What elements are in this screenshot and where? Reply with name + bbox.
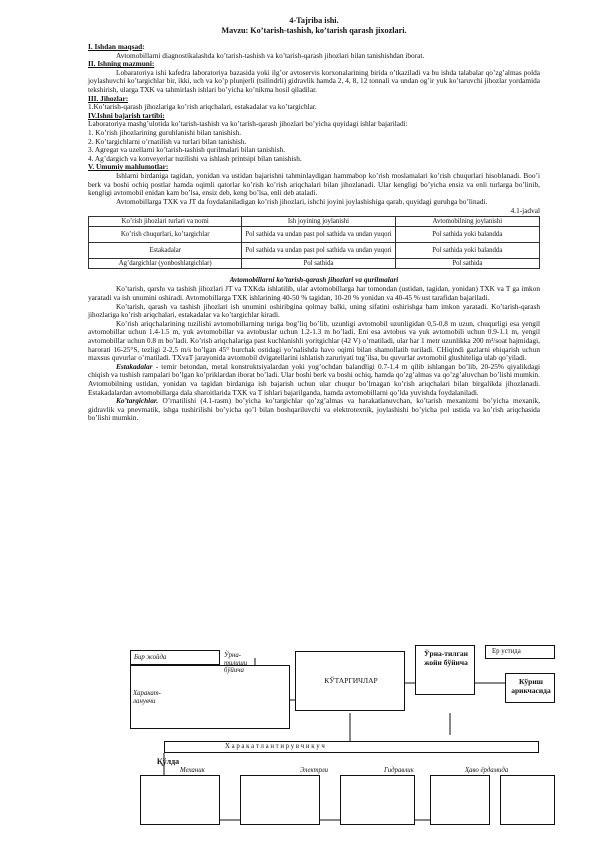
ground-box (485, 645, 555, 659)
section-2-heading: II. Ishning mazmuni: (88, 59, 155, 69)
table-cell: Pol sathida (395, 258, 539, 268)
equipment-table (88, 216, 540, 269)
table-caption: 4.1-jadval (510, 206, 540, 216)
section-3-text: 1.Ko’tarish-qarash jihozlariga ko’rish ariqchalari, estakadalar va ko’targichlar. (88, 102, 317, 112)
table-row (89, 242, 540, 258)
table-cell: Pol sathida yoki balandda (395, 242, 539, 258)
section-4-item: 2. Ko’targichlarni o’rnatilish va turlari bilan tanishish. (88, 136, 247, 146)
lift-term: Ko’targichlar. (116, 396, 159, 406)
installation-label: Ўрна-тилиши бўйича (224, 652, 248, 675)
lifts-title: КЎТАРГИЧЛАР (324, 676, 378, 685)
drive-force-box (164, 741, 539, 753)
table-header-cell: Ko’rish jihozlari turlari va nomi (89, 216, 242, 226)
section-5-heading: V. Umumiy mahlumotlar: (88, 162, 169, 172)
table-cell: Pol sathida va undan past pol sathida va undan yuqori (242, 226, 395, 242)
document-page: 4-Tajriba ishi. Mavzu: Ko’tarish-tashish, ko’tarish qarash jixozlari. I. Ishdan maqsad: Avtomobillarni diagnostikalashda ko’tarish-tashish va ko’tarish-qarash jihozlari bilan tanishishdan iborat. II. Ishning mazmuni: Lobaratoriya ishi kafedra laboratoriya bazasida yoki ilg’or avtoservis korxonalarining birida o’tkaziladi va bu ishda talabalar qo’zg’almas polda joylashuvchi ko’targichlar bir, ikki, uch va ko’p plunjerli (tsilindrli) gidravlik hamda 2, 4, 8, 12 tonnali va undan og’ir yuk ko’taruvchi jihozlar yordamida tekshirish, ularga TXK va tahmirlash ishlari bo’yicha ko’nikma hosil qiladilar. III. Jihozlar: 1.Ko’tarish-qarash jihozlariga ko’rish ariqchalari, estakadalar va ko’targichlar. IV.Ishni bajarish tartibi: Laboratoriya mashg’ulotida ko’tarish-tashish va ko’tarish-qarash jihozlari bo’yicha quyidagi ishlar bajariladi: 1. Ko’rish jihozlarining guruhlanishi bilan tanishish. 2. Ko’targichlarni o’rnatilish va turlari bilan tanishish. 3. Agregat va uzellarni ko’tarish-tashish qurilmalari bilan tanishish. 4. Ag’dargich va konveyerlar tuzilishi va ishlash printsipi bilan tanishish. V. Umumiy mahlumotlar: Ishlarni birdaniga tagidan, yonidan va ustidan bajarishni tahminlaydigan hammabop ko’rish moslamalari ko’rish chuqurlari hisoblanadi. Boo’i berk va boshi ochiq postlar hamda oqimli qatorlar ko’rish ko’rish ariqchalari bilan jihozlanadi. Ular kengligi bo’yicha ensiz va enli turlarga bo’linib, kengligi avtomobil enidan kam bo’lsa, ensiz deb, keng bo’lsa, enli deb ataladi. Avtomobillarga TXK va JT da foydalaniladigan ko’rish jihozlari, ishchi joyini joylashishiga qarab, quyidagi guruhga bo’linadi. 4.1-jadval Ko’rish jihozlari turlari va nomi Ish joyining joylanishi Avtomobilning joylanishi Ko’rish chuqurlari, ko’targichlar Pol sathida va undan past pol sathida va undan yuqori Pol sathida yoki balandda Estakadalar Pol sathida va undan past pol sathida va undan yuqori Pol sathida yoki balandda Ag’dargichlar (yonboshlatgichlar) Pol sathida Pol sathida Avtomobillarni ko’tarish-qarash jihozlari va qurilmalari Ko’tarish, qarshı va tashish jihozlari JT va TXKda ishlatilib, ular avtomobillarga har tomondan (ustidan, tagidan, yonidan) TXK va T ga imkon yaratadi va ish unumini oshiradi. Avtomobillarga TXK ishlarining 40-50 % tagidan, 10-20 % yonidan va 40-45 % ust tarafidan bajariladi. Ko’tarish, qarash va tashish jihozlari ish unumini oshiribgina qolmay balki, uning sifatini oshirishga ham imkon yaratadi. Ko’tarish-qarash jihozlariga ko’rish ariqchalari, estakadalar va ko’targichlar kiradi. Ko’rish ariqchalarining tuzilishi avtomobillarning turiga bog’liq bo’lib, uzunligi avtomobil uzunligidan 0,5-0,8 m uzun, chuqurligi esa yengil avtomobillar uchun 1.4-1.5 m, yuk avtomobillar va avtobuslar uchun 1.2-1.3 m bo’ladi. Eni esa avtobus va yuk avtomobili uchun 0.9-1.1 m, yengil avtomobillar uchun 0.8 m bo’ladi. Ko’rish ariqchalariga past kuchlanishli yoritgichlar (42 V) o’rnatiladi, ular har 1 metr uzunlikka 200 m³/soat hajmidagi, harorati 16-25°S, tezligi 2-2,5 m/s bo’lgan 45° burchak ostidagi yo’nalishda havo oqimi bilan shamollatib turiladi. CHiqindi gazlarni ehiqarish uchun maxsus quvurlar o’rnatiladi. TXvaT jarayonida avtomobil dvigatellarini ishlatish zaruriyati tug’ilsa, bu quvurlar avtomobil glushiteliga ulab qo’yiladi. Estakadalar - temir betondan, metal konstruktsiyalardan yoki yog’ochdan balandligi 0.7-1.4 m qilib ishlangan bo’lib, 20-25% qiyalikdagi chiqish va tushish rampalari bo’lgan ko’priklardan iborat bo’ladi. Ular boshi berk va boshi ochiq, hamda qo’zg’almas va qo’zg’aluvchan bo’lishi mumkin. Avtomobilning ustidan, yonidan va tagidan birdaniga ish bajarish uchun ular chuqur bo’lmagan ko’rish ariqchalari bilan birgalikda jihozlanadi. Estakadalardan avtomobillarga dala sharoitlarida TXK va T ishlari bajarilganda, hamda avtomobillarni qo’lda yuvishda foydalaniladi. Ko’targichlar. O’rnatilishi (4.1-rasm) bo’yicha ko’targichlar qo’zg’almas va harakatlanuvchan, ko’tarish mexanizmi bo’yicha mexanik, gidravlik va pnevmatik, ishga tushirilishi bo’yicha qo’l bilan boshqariluvchi va elektrotexnik, joylashishi bo’yicha pol ustida va ko’rish ariqchasida bo’lishi mumkin. (88, 16, 540, 423)
electric-box (340, 775, 415, 825)
electric-label: Электрли (300, 767, 329, 774)
table-cell: Pol sathida yoki balandda (395, 226, 539, 242)
table-header-cell: Avtomobilning joylanishi (395, 216, 539, 226)
section-4-intro: Laboratoriya mashg’ulotida ko’tarish-tashish va ko’tarish-qarash jihozlari bo’yicha quyidagi ishlar bajariladi: (88, 119, 408, 129)
location-label: Ўрна-тилган жойи бўйича (424, 649, 468, 667)
manual-label: Қўлда (156, 757, 180, 766)
section-1-heading: I. Ishdan maqsad (88, 42, 143, 51)
table-header-row (89, 216, 540, 226)
pneumatic-box (500, 775, 555, 825)
body-para-4: - temir betondan, metal konstruktsiyalardan yoki yog’ochdan balandligi 0.7-1.4 m qilib ishlangan bo’lib, 20-25% qiyalikdagi chiqish va tushish rampalari bo’lgan ko’priklardan iborat bo’ladi. Ular boshi berk va boshi ochiq, hamda qo’zg’almas va qo’zg’aluvchan bo’lishi mumkin. Avtomobilning ustidan, yonidan va tagidan birdaniga ish bajarish uchun ular chuqur bo’lmagan ko’rish ariqchalari bilan birgalikda jihozlanadi. Estakadalardan avtomobillarga dala sharoitlarida TXK va T ishlari bajarilganda, hamda avtomobillarni qo’lda yuvishda foydalaniladi. (88, 361, 540, 397)
table-row (89, 226, 540, 242)
estakada-term: Estakadalar (116, 361, 153, 371)
section-3-heading: III. Jihozlar: (88, 93, 129, 103)
lifts-classification-diagram (130, 645, 560, 830)
section-subtitle: Avtomobillarni ko’tarish-qarash jihozlari va qurilmalari (229, 274, 399, 284)
manual-box (140, 775, 220, 825)
body-para-5: O’rnatilishi (4.1-rasm) bo’yicha ko’targichlar qo’zg’almas va harakatlanuvchan, ko’tarish mexanizmi bo’yicha mexanik, gidravlik va pnevmatik, ishga tushirilishi bo’yicha qo’l bilan boshqariluvchi va elektrotexnik, joylashishi bo’yicha pol ustida va ko’rish ariqchasida bo’lishi mumkin. (88, 396, 540, 423)
body-para-1: Ko’tarish, qarshı va tashish jihozlari JT va TXKda ishlatilib, ular avtomobillarga har tomondan (ustidan, tagidan, yonidan) TXK va T ga imkon yaratadi va ish unumini oshiradi. Avtomobillarga TXK ishlarining 40-50 % tagidan, 10-20 % yonidan va 40-45 % ust tarafidan bajariladi. (88, 284, 540, 303)
lab-title: 4-Tajriba ishi. (289, 16, 339, 25)
section-4-item: 4. Ag’dargich va konveyerlar tuzilishi va ishlash printsipi bilan tanishish. (88, 153, 302, 163)
table-cell: Ko’rish chuqurlari, ko’targichlar (89, 226, 242, 242)
pit-label: Кўриш арикчасида (511, 677, 551, 695)
fixed-label: Бир жойда (134, 654, 167, 661)
section-4-item: 1. Ko’rish jihozlarining guruhlanishi bilan tanishish. (88, 127, 242, 137)
section-5-para-1: Ishlarni birdaniga tagidan, yonidan va ustidan bajarishni tahminlaydigan hammabop ko’rish moslamalari ko’rish chuqurlari hisoblanadi. Boo’i berk va boshi ochiq postlar hamda oqimli qatorlar ko’rish ko’rish ariqchalari bilan jihozlanadi. Ular kengligi bo’yicha ensiz va enli turlarga bo’linib, kengligi avtomobil enidan kam bo’lsa, ensiz deb, keng bo’lsa, enli deb ataladi. (88, 170, 540, 198)
section-4-item: 3. Agregat va uzellarni ko’tarish-tashish qurilmalari bilan tanishish. (88, 145, 286, 155)
section-5-para-2: Avtomobillarga TXK va JT da foydalaniladigan ko’rish jihozlari, ishchi joyini joylashishiga qarab, quyidagi guruhga bo’linadi. (116, 196, 488, 206)
table-cell: Estakadalar (89, 242, 242, 258)
hydraulic-label: Гидравлик (384, 767, 414, 774)
table-cell: Ag’dargichlar (yonboshlatgichlar) (89, 258, 242, 268)
pit-box (505, 673, 555, 703)
pneumatic-label: Ҳаво ёрдамида (465, 767, 509, 774)
section-4-heading: IV.Ishni bajarish tartibi: (88, 110, 165, 120)
table-row (89, 258, 540, 268)
lab-subject: Mavzu: Ko’tarish-tashish, ko’tarish qarash jixozlari. (221, 26, 407, 35)
table-cell: Pol sathida (242, 258, 395, 268)
section-2-text: Lobaratoriya ishi kafedra laboratoriya bazasida yoki ilg’or avtoservis korxonalarining birida o’tkaziladi va bu ishda talabalar qo’zg’almas polda joylashuvchi ko’targichlar bir, ikki, uch va ko’p plunjerli (tsilindrli) gidravlik hamda 2, 4, 8, 12 tonnali va undan og’ir yuk ko’taruvchi jihozlar yordamida tekshirish, ularga TXK va tahmirlash ishlari bo’yicha ko’nikma hosil qiladilar. (88, 67, 540, 94)
mechanical-label: Механик (180, 767, 205, 774)
drive-force-label: Х а р а к а т л а н т и р у в ч и к у ч (225, 743, 325, 750)
location-box (415, 645, 475, 695)
body-para-3: Ko’rish ariqchalarining tuzilishi avtomobillarning turiga bog’liq bo’lib, uzunligi avtomobil uzunligidan 0,5-0,8 m uzun, chuqurligi esa yengil avtomobillar uchun 1.4-1.5 m, yuk avtomobillar va avtobuslar uchun 1.2-1.3 m bo’ladi. Eni esa avtobus va yuk avtomobili uchun 0.9-1.1 m, yengil avtomobillar uchun 0.8 m bo’ladi. Ko’rish ariqchalariga past kuchlanishli yoritgichlar (42 V) o’rnatiladi, ular har 1 metr uzunlikka 200 m³/soat hajmidagi, harorati 16-25°S, tezligi 2-2,5 m/s bo’lgan 45° burchak ostidagi yo’nalishda havo oqimi bilan shamollatib turiladi. CHiqindi gazlarni ehiqarish uchun maxsus quvurlar o’rnatiladi. TXvaT jarayonida avtomobil dvigatellarini ishlatish zaruriyati tug’ilsa, bu quvurlar avtomobil glushiteliga ulab qo’yiladi. (88, 318, 540, 363)
lifts-center-box (295, 651, 405, 711)
section-1-text: Avtomobillarni diagnostikalashda ko’tarish-tashish va ko’tarish-qarash jihozlari bilan tanishishdan iborat. (116, 50, 425, 60)
mechanical-box (240, 775, 320, 825)
body-para-2: Ko’tarish, qarash va tashish jihozlari ish unumini oshiribgina qolmay balki, uning sifatini oshirishga ham imkon yaratadi. Ko’tarish-qarash jihozlariga ko’rish ariqchalari, estakadalar va ko’targichlar kiradi. (88, 301, 540, 320)
mobile-label: Харакат-ланувчи (133, 690, 161, 705)
hydraulic-box (430, 775, 490, 825)
table-cell: Pol sathida va undan past pol sathida va undan yuqori (242, 242, 395, 258)
table-header-cell: Ish joyining joylanishi (242, 216, 395, 226)
ground-label: Ер устида (492, 648, 521, 655)
fixed-box (130, 650, 220, 665)
